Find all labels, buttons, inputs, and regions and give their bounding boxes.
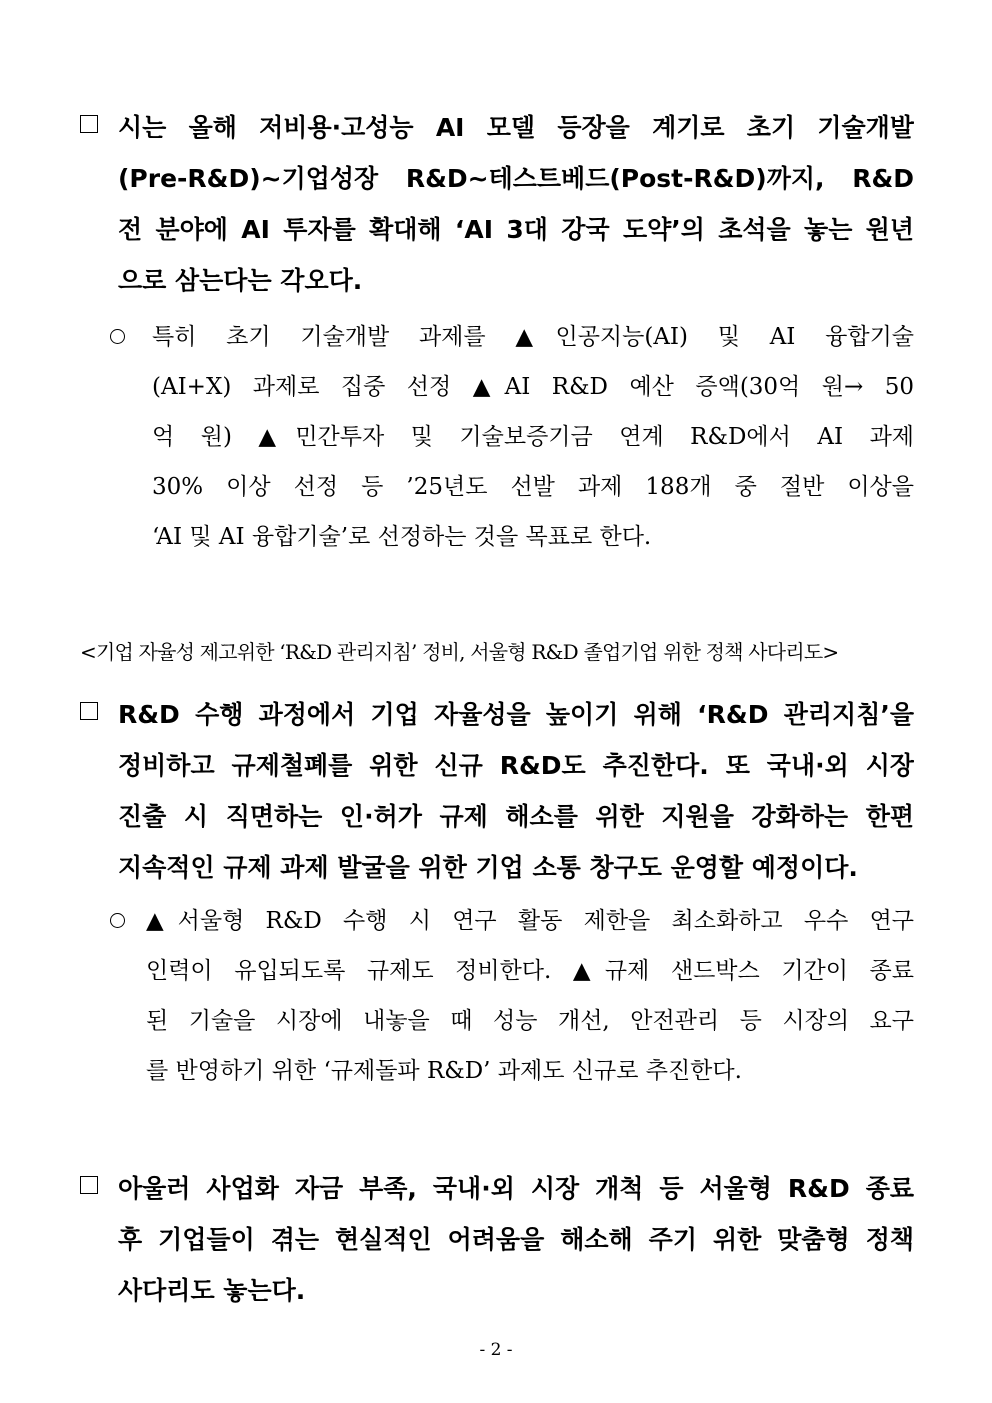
circle-bullet-icon: [110, 913, 125, 928]
text-line: 전 분야에 AI 투자를 확대해 ‘AI 3대 강국 도약’의 초석을 놓는 원년: [118, 215, 914, 244]
text-line: 특히 초기 기술개발 과제를 ▲인공지능(AI) 및 AI 융합기술: [152, 324, 914, 350]
square-bullet-icon: [80, 115, 98, 133]
square-bullet-icon: [80, 1176, 98, 1194]
text-line: 30% 이상 선정 등 ’25년도 선발 과제 188개 중 절반 이상을: [152, 474, 914, 500]
section-heading: <기업 자율성 제고위한 ‘R&D 관리지침’ 정비, 서울형 R&D 졸업기업 위한 정책 사다리도>: [80, 640, 839, 664]
text-line: (Pre-R&D)~기업성장 R&D~테스트베드(Post-R&D)까지, R&D: [118, 164, 914, 193]
text-line: (AI+X) 과제로 집중 선정 ▲AI R&D 예산 증액(30억 원→ 50: [152, 374, 914, 400]
text-line: 된 기술을 시장에 내놓을 때 성능 개선, 안전관리 등 시장의 요구: [146, 1008, 914, 1034]
text-line: 지속적인 규제 과제 발굴을 위한 기업 소통 창구도 운영할 예정이다.: [118, 853, 858, 882]
text-line: 아울러 사업화 자금 부족, 국내·외 시장 개척 등 서울형 R&D 종료: [118, 1174, 914, 1203]
text-line: ▲서울형 R&D 수행 시 연구 활동 제한을 최소화하고 우수 연구: [146, 908, 914, 934]
circle-bullet-icon: [110, 329, 125, 344]
text-line: 를 반영하기 위한 ‘규제돌파 R&D’ 과제도 신규로 추진한다.: [146, 1058, 742, 1084]
page-number: - 2 -: [479, 1340, 513, 1360]
text-line: 으로 삼는다는 각오다.: [118, 266, 363, 295]
text-line: 진출 시 직면하는 인·허가 규제 해소를 위한 지원을 강화하는 한편: [118, 802, 914, 831]
text-line: 억 원) ▲민간투자 및 기술보증기금 연계 R&D에서 AI 과제: [152, 424, 914, 450]
text-line: 시는 올해 저비용·고성능 AI 모델 등장을 계기로 초기 기술개발: [118, 113, 914, 142]
text-line: 후 기업들이 겪는 현실적인 어려움을 해소해 주기 위한 맞춤형 정책: [118, 1225, 914, 1254]
square-bullet-icon: [80, 702, 98, 720]
text-line: 사다리도 놓는다.: [118, 1276, 306, 1305]
text-line: 인력이 유입되도록 규제도 정비한다. ▲규제 샌드박스 기간이 종료: [146, 958, 914, 984]
text-line: 정비하고 규제철폐를 위한 신규 R&D도 추진한다. 또 국내·외 시장: [118, 751, 914, 780]
text-line: R&D 수행 과정에서 기업 자율성을 높이기 위해 ‘R&D 관리지침’을: [118, 700, 914, 729]
text-line: ‘AI 및 AI 융합기술’로 선정하는 것을 목표로 한다.: [152, 524, 652, 550]
